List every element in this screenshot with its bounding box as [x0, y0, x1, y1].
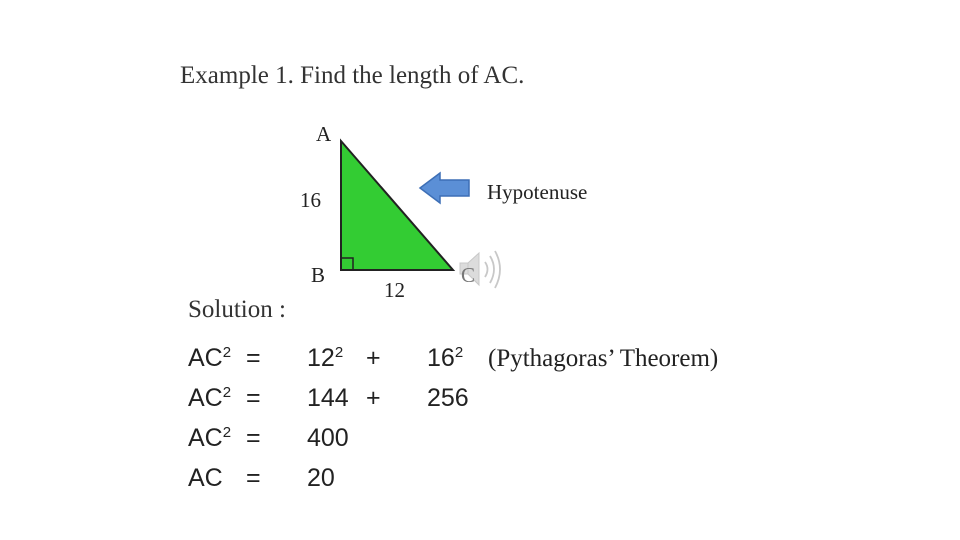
- row3-lhs: $AC^2$: [188, 424, 232, 452]
- pythagoras-note: (Pythagoras’ Theorem): [488, 345, 719, 372]
- row2-lhs: $AC^2$: [188, 384, 232, 412]
- row2-term-a: 144: [307, 384, 349, 412]
- side-ab-label: 16: [300, 188, 321, 212]
- vertex-c-label: C: [461, 263, 476, 287]
- row1-term-a: $12^2$: [307, 344, 344, 372]
- row2-equals: =: [246, 384, 261, 412]
- solution-heading: Solution :: [188, 296, 286, 323]
- row2-plus: +: [366, 384, 381, 412]
- row4-equals: =: [246, 464, 261, 492]
- hypotenuse-label: Hypotenuse: [487, 180, 588, 204]
- vertex-a-label: A: [316, 122, 332, 146]
- row3-term-a: 400: [307, 424, 349, 452]
- example-title: Example 1. Find the length of AC.: [180, 62, 525, 89]
- row4-result: 20: [307, 464, 335, 492]
- right-triangle: [341, 141, 453, 270]
- row1-plus: +: [366, 344, 381, 372]
- vertex-b-label: B: [311, 263, 326, 287]
- row1-equals: =: [246, 344, 261, 372]
- left-arrow-icon: [420, 173, 469, 203]
- row2-term-b: 256: [427, 384, 469, 412]
- row3-equals: =: [246, 424, 261, 452]
- row1-lhs: $AC^2$: [188, 344, 232, 372]
- side-bc-label: 12: [384, 278, 405, 302]
- row4-lhs: AC: [188, 464, 223, 492]
- row1-term-b: $16^2$: [427, 344, 464, 372]
